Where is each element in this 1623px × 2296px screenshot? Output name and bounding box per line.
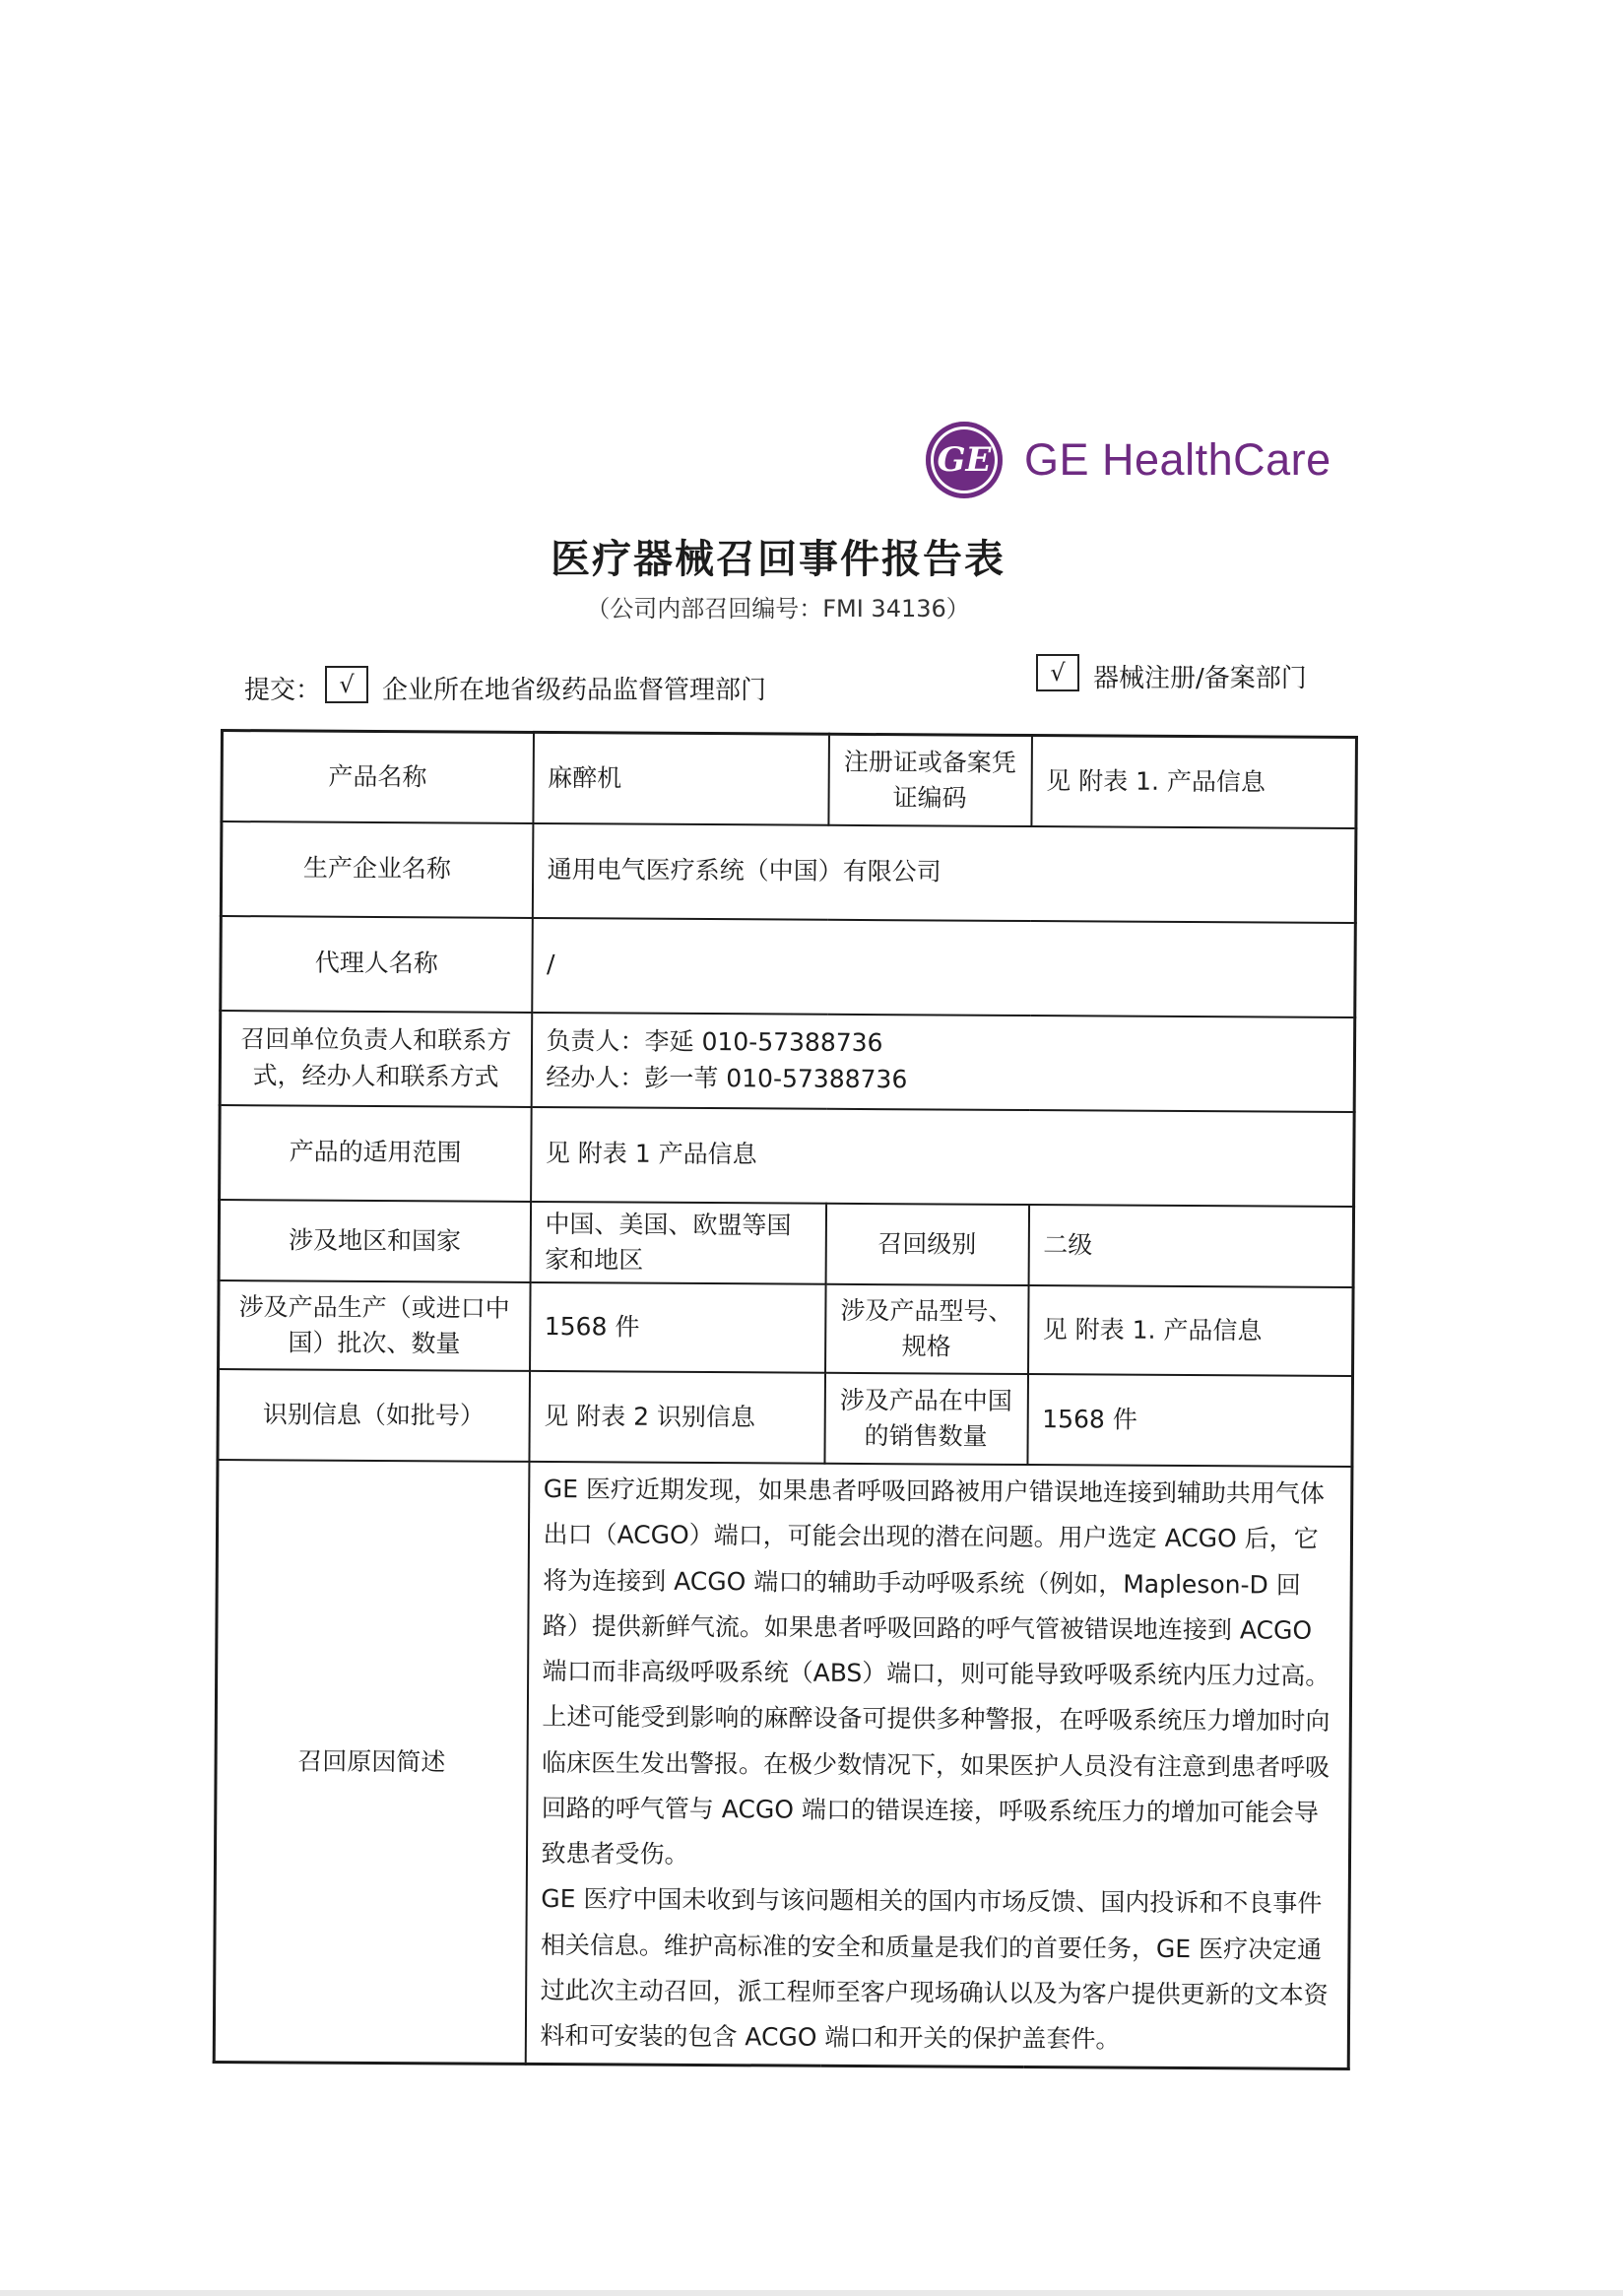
recall-report-table <box>213 729 1358 2070</box>
submit-label: 提交： <box>244 676 322 705</box>
product-name-label: 产品名称 <box>222 731 534 823</box>
reason-paragraph-1: GE 医疗近期发现，如果患者呼吸回路被用户错误地连接到辅助共用气体出口（ACGO）端口，可能会出现的潜在问题。用户选定 ACGO 后，它将为连接到 ACGO 端口的辅助手动呼吸系统（例如，Mapleson-D 回路）提供新鲜气流。如果患者呼吸回路的呼气管被错误地连接到 ACGO 端口而非高级呼吸系统（ABS）端口，则可能导致呼吸系统内压力过高。上述可能受到影响的麻醉设备可提供多种警报，在呼吸系统压力增加时向临床医生发出警报。在极少数情况下，如果医护人员没有注意到患者呼吸回路的呼气管与 ACGO 端口的错误连接，呼吸系统压力的增加可能会导致患者受伤。 <box>541 1475 1331 1869</box>
agent-label: 代理人名称 <box>221 916 533 1013</box>
scan-edge <box>0 2290 1623 2296</box>
regions-value: 中国、美国、欧盟等国家和地区 <box>530 1201 825 1283</box>
option-registration-dept: 器械注册/备案部门 <box>1093 664 1307 693</box>
china-sales-label: 涉及产品在中国的销售数量 <box>824 1373 1028 1465</box>
option-provincial-dept: 企业所在地省级药品监督管理部门 <box>382 676 767 705</box>
recall-level-label: 召回级别 <box>825 1203 1029 1285</box>
table-row <box>220 1105 1355 1207</box>
table-row <box>222 731 1357 828</box>
contact-value <box>531 1012 1355 1111</box>
recall-reason-label: 召回原因简述 <box>214 1460 529 2065</box>
checkbox-provincial-dept[interactable]: √ <box>325 666 368 703</box>
registration-code-label: 注册证或备案凭证编码 <box>828 734 1032 825</box>
ge-monogram-icon: GE <box>926 422 1003 498</box>
product-name-value: 麻醉机 <box>533 732 829 824</box>
model-spec-value: 见 附表 1. 产品信息 <box>1028 1285 1354 1376</box>
recall-level-value: 二级 <box>1028 1205 1353 1288</box>
table-row <box>220 1011 1355 1112</box>
contact-label: 召回单位负责人和联系方式，经办人和联系方式 <box>220 1011 532 1107</box>
responsible-person: 负责人：李延 010-57388736 <box>546 1026 883 1058</box>
china-sales-value: 1568 件 <box>1027 1374 1353 1467</box>
table-row <box>218 1369 1353 1467</box>
submit-row <box>244 660 1328 711</box>
table-row <box>221 916 1356 1017</box>
identification-value: 见 附表 2 识别信息 <box>529 1371 825 1464</box>
table-row <box>219 1280 1354 1376</box>
document-title: 医疗器械召回事件报告表 <box>551 537 1006 582</box>
table-row <box>219 1200 1353 1288</box>
ge-healthcare-logo <box>926 419 1331 501</box>
manufacturer-value: 通用电气医疗系统（中国）有限公司 <box>532 822 1356 922</box>
registration-code-value: 见 附表 1. 产品信息 <box>1031 736 1357 828</box>
model-spec-label: 涉及产品型号、规格 <box>825 1284 1029 1374</box>
identification-label: 识别信息（如批号） <box>218 1369 530 1462</box>
brand-wordmark: GE HealthCare <box>1024 434 1331 485</box>
agent-value: / <box>532 917 1356 1017</box>
handler-person: 经办人：彭一苇 010-57388736 <box>546 1062 908 1093</box>
table-row <box>221 821 1356 923</box>
batch-quantity-value: 1568 件 <box>530 1282 826 1373</box>
checkbox-registration-dept[interactable]: √ <box>1036 654 1079 691</box>
batch-quantity-label: 涉及产品生产（或进口中国）批次、数量 <box>219 1280 531 1371</box>
scope-label: 产品的适用范围 <box>220 1105 532 1202</box>
regions-label: 涉及地区和国家 <box>219 1200 530 1282</box>
reason-paragraph-2: GE 医疗中国未收到与该问题相关的国内市场反馈、国内投诉和不良事件相关信息。维护高标准的安全和质量是我们的首要任务，GE 医疗决定通过此次主动召回，派工程师至客户现场确认以及为客户提供更新的文本资料和可安装的包含 ACGO 端口和开关的保护盖套件。 <box>540 1884 1329 2054</box>
recall-reason-text <box>525 1462 1352 2069</box>
table-row <box>214 1460 1352 2069</box>
scope-value: 见 附表 1 产品信息 <box>531 1106 1355 1206</box>
manufacturer-label: 生产企业名称 <box>221 821 533 918</box>
recall-number: （公司内部召回编号：FMI 34136） <box>586 595 970 623</box>
